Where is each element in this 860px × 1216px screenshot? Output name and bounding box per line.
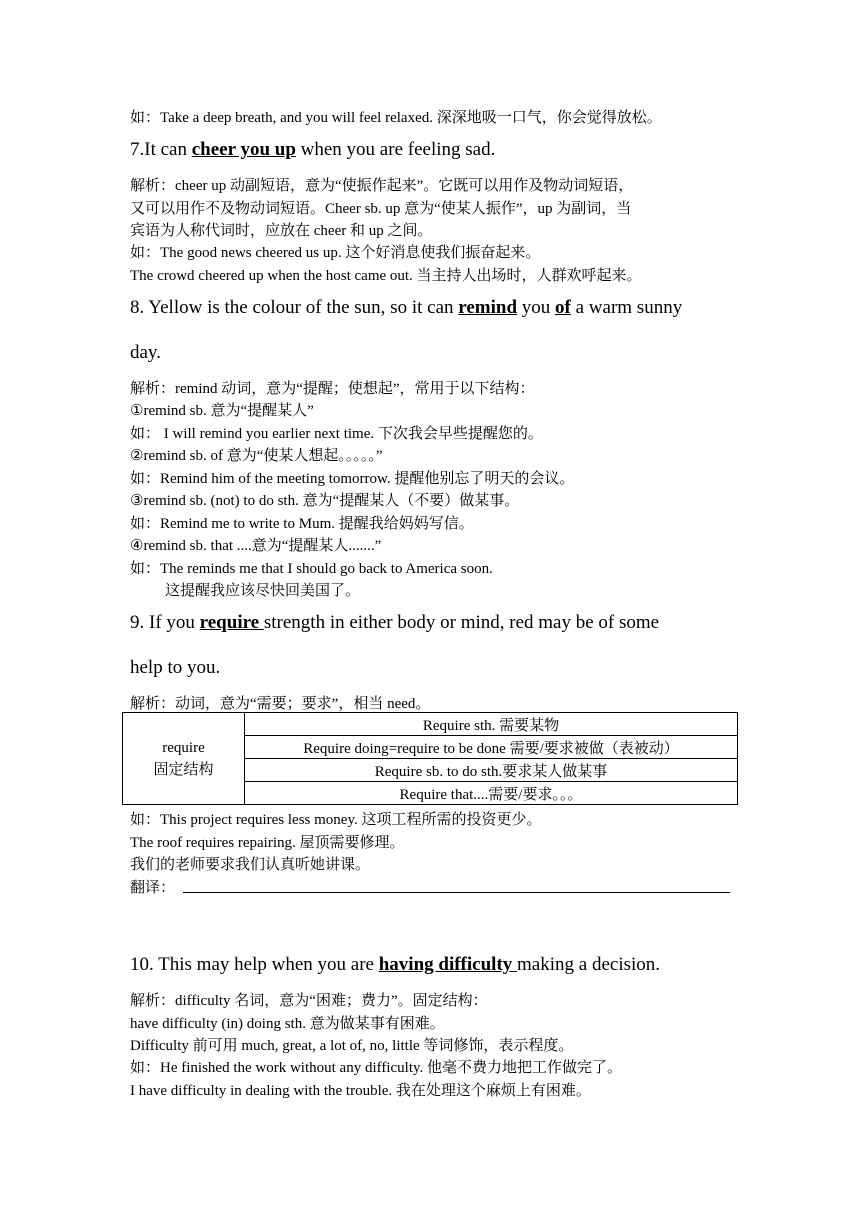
table-head-cell — [123, 713, 245, 805]
note-line: 我们的老师要求我们认真听她讲课。 — [130, 857, 371, 873]
keyword-require: require — [199, 612, 264, 633]
example-line: 如：Take a deep breath, and you will feel relaxed. 深深地吸一口气，你会觉得放松。 — [130, 110, 662, 126]
note-line: 如：He finished the work without any difficulty. 他毫不费力地把工作做完了。 — [130, 1060, 623, 1076]
sentence-9 — [130, 612, 659, 634]
note-line-indented: 这提醒我应该尽快回美国了。 — [165, 583, 361, 599]
note-line: ①remind sb. 意为“提醒某人” — [130, 403, 314, 419]
sentence-10 — [130, 954, 660, 976]
note-line: ③remind sb. (not) to do sth. 意为“提醒某人（不要）做某事。 — [130, 493, 520, 509]
sentence-8-continued: day. — [130, 342, 161, 363]
sentence-7-suffix: when you are feeling sad. — [295, 139, 496, 160]
table-cell: Require doing=require to be done 需要/要求被做（表被动） — [245, 736, 738, 759]
sentence-8-suffix: a warm sunny — [570, 297, 683, 318]
note-line: 解析：remind 动词，意为“提醒；使想起”，常用于以下结构： — [130, 381, 535, 397]
note-line: 如：The good news cheered us up. 这个好消息使我们振奋起来。 — [130, 245, 541, 261]
note-line: Difficulty 前可用 much, great, a lot of, no, little 等词修饰，表示程度。 — [130, 1038, 574, 1054]
sentence-10-suffix: making a decision. — [517, 954, 661, 975]
translate-label: 翻译： — [130, 880, 176, 896]
note-line: ②remind sb. of 意为“使某人想起。。。。。” — [130, 448, 383, 464]
sentence-9-prefix: 9. If you — [130, 612, 200, 633]
keyword-remind: remind — [458, 297, 518, 318]
sentence-8-mid: you — [517, 297, 556, 318]
sentence-8 — [130, 297, 682, 319]
note-line: 解析：动词，意为“需要；要求”，相当 need。 — [130, 696, 431, 712]
table-cell: Require sb. to do sth.要求某人做某事 — [245, 759, 738, 782]
note-line: 如：The reminds me that I should go back to America soon. — [130, 561, 493, 577]
translation-blank-line — [183, 892, 730, 893]
note-line: 如： I will remind you earlier next time. 下次我会早些提醒您的。 — [130, 426, 543, 442]
note-line: 解析：cheer up 动副短语，意为“使振作起来”。它既可以用作及物动词短语， — [130, 178, 634, 194]
note-line: 如：Remind him of the meeting tomorrow. 提醒他别忘了明天的会议。 — [130, 471, 575, 487]
note-line: I have difficulty in dealing with the trouble. 我在处理这个麻烦上有困难。 — [130, 1083, 591, 1099]
note-line: 解析：difficulty 名词，意为“困难；费力”。固定结构： — [130, 993, 488, 1009]
note-line: 如：Remind me to write to Mum. 提醒我给妈妈写信。 — [130, 516, 474, 532]
sentence-8-prefix: 8. Yellow is the colour of the sun, so it can — [130, 297, 459, 318]
require-structure-table — [122, 712, 738, 805]
note-line: 又可以用作不及物动词短语。Cheer sb. up 意为“使某人振作”，up 为副词，当 — [130, 201, 632, 217]
sentence-7 — [130, 139, 495, 161]
keyword-having-difficulty: having difficulty — [378, 954, 518, 975]
table-cell: Require sth. 需要某物 — [245, 713, 738, 736]
keyword-cheer-you-up: cheer you up — [191, 139, 296, 160]
note-line: ④remind sb. that ....意为“提醒某人.......” — [130, 538, 382, 554]
note-line: 宾语为人称代词时，应放在 cheer 和 up 之间。 — [130, 223, 433, 239]
table-cell: Require that....需要/要求。。。 — [245, 782, 738, 805]
sentence-7-prefix: 7.It can — [130, 139, 192, 160]
note-line: have difficulty (in) doing sth. 意为做某事有困难。 — [130, 1016, 445, 1032]
table-head-label: 固定结构 — [153, 761, 214, 778]
note-line: The roof requires repairing. 屋顶需要修理。 — [130, 835, 405, 851]
table-head-word: require — [162, 739, 205, 756]
keyword-of: of — [555, 297, 571, 318]
note-line: The crowd cheered up when the host came out. 当主持人出场时，人群欢呼起来。 — [130, 268, 642, 284]
sentence-9-suffix: strength in either body or mind, red may be of some — [263, 612, 660, 633]
note-line: 如：This project requires less money. 这项工程所需的投资更少。 — [130, 812, 542, 828]
sentence-9-continued: help to you. — [130, 657, 221, 678]
sentence-10-prefix: 10. This may help when you are — [130, 954, 379, 975]
